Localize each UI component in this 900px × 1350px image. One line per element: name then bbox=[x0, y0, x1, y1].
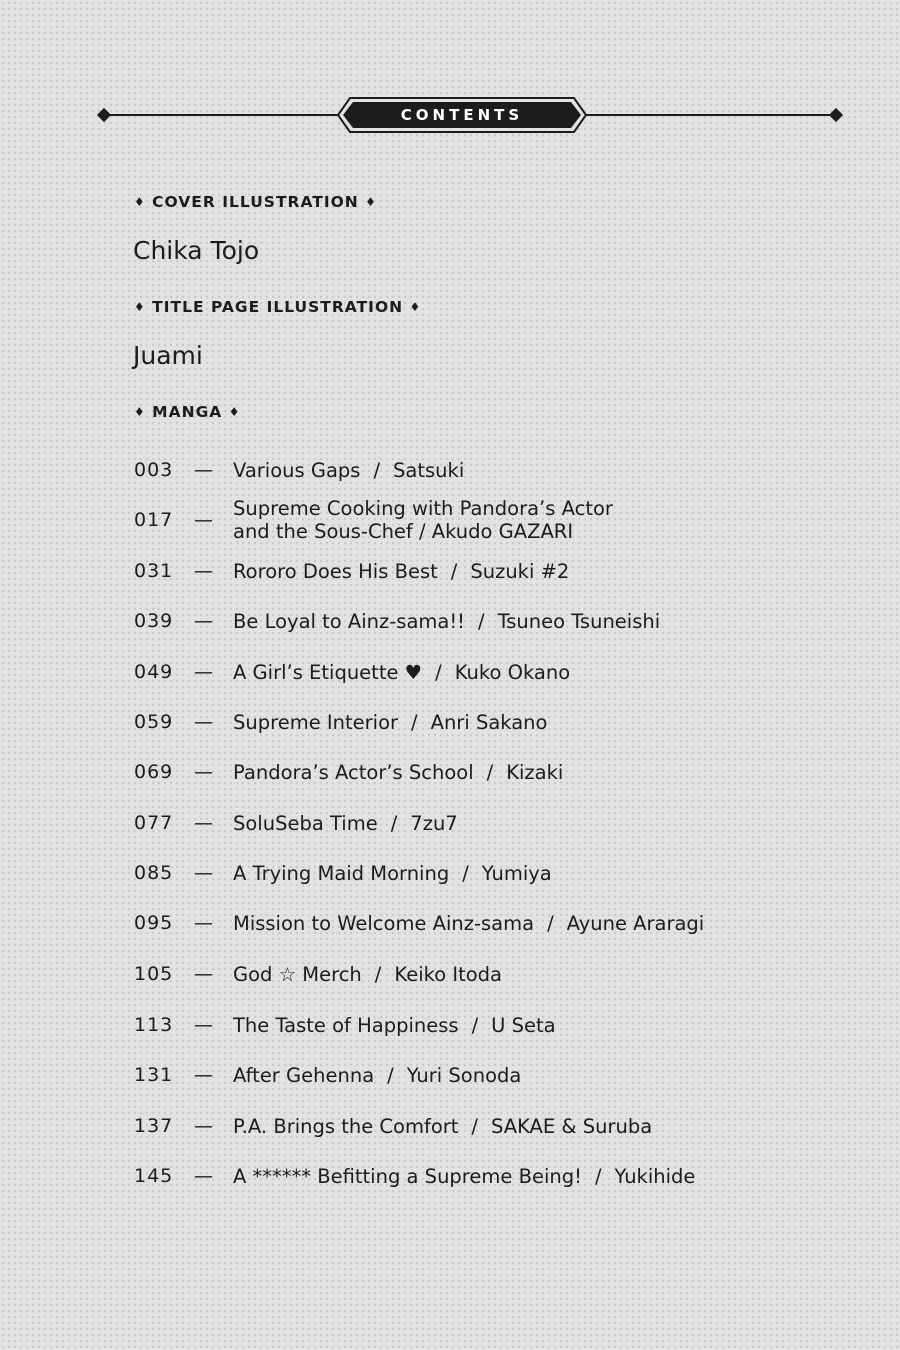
entry-text bbox=[233, 912, 704, 935]
page-number: 095 bbox=[134, 912, 174, 934]
entry-author: Yumiya bbox=[481, 862, 552, 885]
page-number: 077 bbox=[134, 812, 174, 834]
dash-separator: — bbox=[194, 1165, 213, 1187]
cover-illustration-label bbox=[134, 193, 377, 211]
slash-separator: / bbox=[450, 560, 458, 583]
entry-author: U Seta bbox=[491, 1014, 556, 1037]
entry-text bbox=[233, 497, 613, 543]
entry-title: A Girl’s Etiquette ♥ bbox=[233, 661, 423, 684]
dash-separator: — bbox=[194, 661, 213, 683]
entry-author: Keiko Itoda bbox=[394, 963, 502, 986]
slash-separator: / bbox=[486, 761, 494, 784]
page-number: 069 bbox=[134, 761, 174, 783]
entry-title: Supreme Interior bbox=[233, 711, 399, 734]
dash-separator: — bbox=[194, 862, 213, 884]
entry-title: A Trying Maid Morning bbox=[233, 862, 450, 885]
slash-separator: / bbox=[594, 1165, 602, 1188]
dash-separator: — bbox=[194, 560, 213, 582]
page-number: 049 bbox=[134, 661, 174, 683]
slash-separator: / bbox=[411, 711, 418, 734]
diamond-bullet-icon: ♦ bbox=[134, 300, 146, 314]
diamond-bullet-icon: ♦ bbox=[228, 405, 241, 419]
dash-separator: — bbox=[194, 812, 213, 834]
entry-author: Kuko Okano bbox=[454, 661, 571, 684]
dash-separator: — bbox=[194, 761, 213, 783]
entry-author: Satsuki bbox=[393, 459, 465, 482]
title-page-illustration-label bbox=[134, 298, 421, 316]
entry-author: 7zu7 bbox=[410, 812, 458, 835]
page-number: 113 bbox=[134, 1014, 174, 1036]
entry-text bbox=[233, 812, 458, 835]
header-diamond-right-icon bbox=[829, 108, 843, 122]
slash-separator: / bbox=[390, 812, 398, 835]
entry-title: Mission to Welcome Ainz-sama bbox=[233, 912, 535, 935]
page-number: 003 bbox=[134, 459, 174, 481]
entry-text bbox=[233, 711, 547, 734]
page-title: CONTENTS bbox=[400, 106, 524, 124]
diamond-bullet-icon: ♦ bbox=[134, 405, 146, 419]
dash-separator: — bbox=[194, 711, 213, 733]
entry-title: God ☆ Merch bbox=[233, 963, 362, 986]
header-rule-right bbox=[586, 114, 836, 116]
entry-title: A ****** Befitting a Supreme Being! bbox=[233, 1165, 582, 1188]
entry-text bbox=[233, 610, 660, 633]
page-number: 105 bbox=[134, 963, 174, 985]
slash-separator: / bbox=[471, 1115, 478, 1138]
entry-text bbox=[233, 1064, 521, 1087]
dash-separator: — bbox=[194, 963, 213, 985]
page-number: 039 bbox=[134, 610, 174, 632]
contents-header bbox=[96, 96, 844, 134]
dash-separator: — bbox=[194, 1014, 213, 1036]
page-number: 085 bbox=[134, 862, 174, 884]
slash-separator: / bbox=[387, 1064, 394, 1087]
slash-separator: / bbox=[471, 1014, 479, 1037]
entry-text bbox=[233, 459, 464, 482]
diamond-bullet-icon: ♦ bbox=[409, 300, 422, 314]
entry-author: Ayune Araragi bbox=[566, 912, 705, 935]
entry-text bbox=[233, 560, 569, 583]
manga-label bbox=[134, 403, 240, 421]
entry-author: Yuri Sonoda bbox=[406, 1064, 522, 1087]
page-number: 131 bbox=[134, 1064, 174, 1086]
slash-separator: / bbox=[374, 963, 382, 986]
slash-separator: / bbox=[477, 610, 485, 633]
entry-title: P.A. Brings the Comfort bbox=[233, 1115, 459, 1138]
entry-author: Tsuneo Tsuneishi bbox=[497, 610, 661, 633]
dash-separator: — bbox=[194, 610, 213, 632]
entry-title-line-1: Supreme Cooking with Pandora’s Actor bbox=[233, 497, 613, 520]
entry-title: The Taste of Happiness bbox=[233, 1014, 459, 1037]
slash-separator: / bbox=[373, 459, 381, 482]
entry-title: Be Loyal to Ainz-sama!! bbox=[233, 610, 465, 633]
entry-title: Various Gaps bbox=[233, 459, 361, 482]
cover-artist: Chika Tojo bbox=[133, 236, 260, 265]
entry-title: Pandora’s Actor’s School bbox=[233, 761, 474, 784]
slash-separator: / bbox=[462, 862, 469, 885]
entry-text bbox=[233, 761, 563, 784]
entry-title-line-2: and the Sous-Chef / Akudo GAZARI bbox=[233, 520, 574, 543]
diamond-bullet-icon: ♦ bbox=[134, 195, 146, 209]
dash-separator: — bbox=[194, 509, 213, 531]
dash-separator: — bbox=[194, 912, 213, 934]
slash-separator: / bbox=[547, 912, 554, 935]
slash-separator: / bbox=[435, 661, 442, 684]
entry-title: SoluSeba Time bbox=[233, 812, 378, 835]
entry-text bbox=[233, 862, 552, 885]
page-number: 145 bbox=[134, 1165, 174, 1187]
dash-separator: — bbox=[194, 1064, 213, 1086]
entry-author: Kizaki bbox=[506, 761, 564, 784]
entry-text bbox=[233, 1165, 695, 1188]
section-heading: COVER ILLUSTRATION bbox=[152, 193, 359, 211]
entry-author: SAKAE & Suruba bbox=[491, 1115, 653, 1138]
header-rule-left bbox=[104, 114, 344, 116]
dash-separator: — bbox=[194, 459, 213, 481]
entry-author: Anri Sakano bbox=[430, 711, 548, 734]
entry-title: After Gehenna bbox=[233, 1064, 375, 1087]
entry-text bbox=[233, 661, 570, 684]
entry-author: Suzuki #2 bbox=[470, 560, 570, 583]
entry-author: Yukihide bbox=[614, 1165, 696, 1188]
section-heading: MANGA bbox=[152, 403, 223, 421]
page-number: 031 bbox=[134, 560, 174, 582]
entry-title: Rororo Does His Best bbox=[233, 560, 438, 583]
page-number: 059 bbox=[134, 711, 174, 733]
title-page-artist: Juami bbox=[133, 341, 203, 370]
section-heading: TITLE PAGE ILLUSTRATION bbox=[152, 298, 404, 316]
page-number: 017 bbox=[134, 509, 174, 531]
diamond-bullet-icon: ♦ bbox=[365, 195, 377, 209]
entry-text bbox=[233, 1115, 652, 1138]
dash-separator: — bbox=[194, 1115, 213, 1137]
page-number: 137 bbox=[134, 1115, 174, 1137]
entry-text bbox=[233, 963, 502, 986]
entry-text bbox=[233, 1014, 556, 1037]
